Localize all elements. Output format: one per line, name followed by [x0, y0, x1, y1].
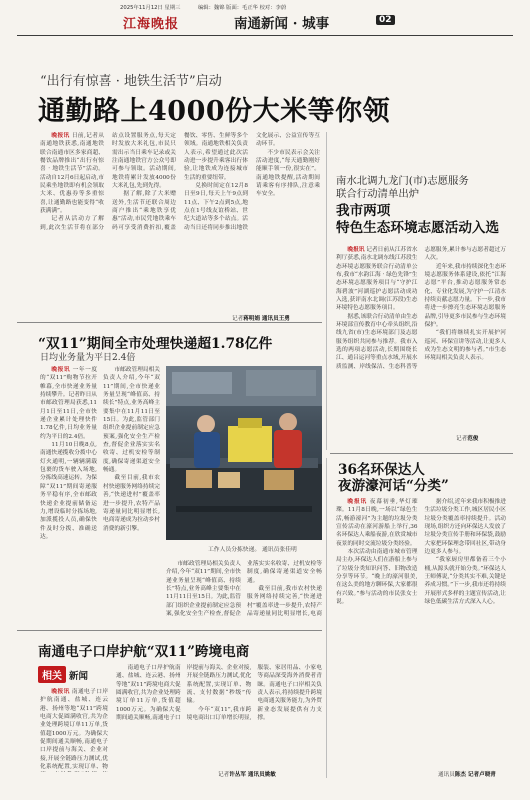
right-paragraph: “我们将继续扎实开展护河巡河、环保宣讲等活动,让更多人成为生态文明的参与者。”市生态环境局相关负责人表示。 — [424, 330, 506, 362]
right-byline: 晚报讯 — [347, 247, 365, 253]
header-rule — [17, 35, 513, 36]
eco-paragraph: 据介绍,近年来我市积极推进生活垃圾分类工作,城区居民小区垃圾分类覆盖率持续提升。活动现场,组织方还向环保达人发放了垃圾分类宣传手册和环保袋,鼓励大家把环保理念带回社区,带动身边更多人参与。 — [424, 499, 506, 556]
express-paragraph: 截至目前,我市农村快递服务网络持续完善,“快递进村”覆盖率进一步提升,农特产品寄递量同比明显增长,电商寄递成为拉动乡村消费的新引擎。 — [103, 475, 160, 532]
page-number: 02 — [376, 15, 395, 25]
express-byline: 晚报讯 — [51, 367, 71, 373]
port-headline: 南通电子口岸护航“双11”跨境电商 — [38, 644, 250, 660]
lead-paragraph: 不少市民表示会关注活动进度,“每天通勤刚好能顺手领一份,很实在”。南通地铁提醒,活动期间请乘客有序排队,注意乘车安全。 — [256, 149, 320, 198]
port-paragraph: 今年“双11”,我市跨境电商出口订单增长明显,服装、家居用品、小家电等商品深受海外消费者青睐。南通电子口岸相关负责人表示,将持续提升跨境电商通关服务能力,为外贸新业态发展提供有力支撑。 — [186, 665, 322, 722]
port-paragraph: 南通电子口岸护航南通、盐城、连云港、扬州等地“双11”跨境电商大促圆满收官,共为企业处理跨境订单11万单,货值超1000万元。为确保大促期间通关顺畅,南通电子口岸提前与海关、企业对接,开展全链路压力测试,优化系统配置,实现订单、物流、支付数据“秒级”传输。 — [116, 665, 252, 722]
eco-credit: 通讯员陈杰 记者卢晓青 — [438, 772, 496, 778]
section-rule — [330, 453, 513, 454]
eco-headline: 36名环保达人 夜游濠河话“分类” — [338, 462, 449, 494]
column-divider — [326, 132, 327, 450]
express-headline: “双11”期间全市处理快递超1.78亿件 — [38, 336, 273, 352]
lead-byline: 晚报讯 — [51, 133, 70, 139]
related-news-suffix: 新闻 — [69, 671, 89, 682]
related-news-tag: 相关 — [38, 666, 66, 683]
lead-paragraph: 晚报讯 日前,记者从南通地铁获悉,南通地铁联合南通市区多家商超、餐饮品牌推出“出行有惊喜 · 地铁生活节”活动。活动自12月6日起启动,市民乘坐地铁即有机会领取大米、优惠券等多重惊喜,让通勤路也能变得“收获满满”。 — [40, 133, 105, 215]
eco-paragraph: 本次活动由南通市城市管理局主办,环保达人们在游船上参与了垃圾分类知识问答、旧物改造分享等环节。“晚上的濠河很美,在这么美的地方聊环保,大家都很有兴致。”参与活动的市民张女士说。 — [336, 549, 418, 606]
lead-paragraph: 记者从活动方了解到,此次生活节将在部分站点设置服务点,每天定时发放大米礼包,市民只需出示当日乘车记录或关注南通地铁官方公众号即可参与领取。活动期间,地铁将累计发放4000份大米礼包,先到先得。 — [40, 133, 176, 231]
date-line: 2025年11月12日 星期三 — [120, 5, 181, 11]
express-body-continued — [166, 560, 322, 624]
right-paragraph: 晚报讯 记者日前从江苏省水利厅获悉,南水北调东线江苏段生态环境志愿服务联合行动清单公布,我市“水韵江海 · 绿色先锋”生态环境志愿服务项目与“守护江海碧波”河湖巡护志愿活动成功入选,获评南水北调(江苏段)生态环境特色志愿服务项目。 — [336, 247, 418, 312]
lead-paragraph: 据了解,除了大米赠送外,生活节还联合周边商户推出“乘地铁享优惠”活动,市民凭地铁乘车码可享受消费折扣,覆盖餐饮、零售、生鲜等多个领域。南通地铁相关负责人表示,希望通过此次活动进一步提升乘客出行体验,让地铁成为连接城市生活的重要纽带。 — [112, 133, 248, 231]
photo-caption: 工作人员分拣快递。 通讯员张佳明 — [208, 547, 297, 553]
section-rule — [17, 630, 322, 631]
express-paragraph: 11月10日晚8点,南通快递揽收分拨中心灯火通明,一辆辆满载包裹的货车驶入场地,分拣线高速运转。为保障“双11”期间寄递服务平稳有序,全市邮政快递企业提前储备运力,增设临时分拣场地,加派揽投人员,确保快件及时分拨、准确送达。 — [40, 442, 97, 540]
section-title: 南通新闻 · 城事 — [234, 16, 330, 32]
related-news-logo — [38, 664, 98, 684]
express-subhead: 日均业务量为平日2.4倍 — [40, 353, 136, 363]
express-photo — [166, 366, 322, 540]
lead-paragraph: 兑换时间定在12月8日至9日,每天上午9点到11点、下午2点到5点,地点在1号线友谊桥站、世纪大道站等多个站点。活动当日还将同步推出地铁文化展示、公益宣传等互动环节。 — [184, 133, 320, 231]
right-credit: 记者范俊 — [456, 436, 479, 442]
express-body — [40, 366, 160, 624]
eco-paragraph: 晚报讯 夜幕初垂,华灯璀璨。11月8日晚,一场以“绿色生活,畅游濠河”为主题的垃圾分类宣传活动在濠河游船上举行,36名环保达人乘船夜游,在欣赏城市夜景的同时交流垃圾分类经验。 — [336, 499, 418, 547]
lead-body — [40, 132, 320, 310]
staff-line: 编辑：魏锦 版面：毛正华 校对：李蔚 — [198, 5, 287, 11]
port-credit: 记者许丛军 通讯员姚敏 — [218, 772, 276, 778]
right-headline: 我市两项 特色生态环境志愿活动入选 — [336, 203, 500, 236]
port-body — [116, 664, 322, 768]
lead-kicker: “出行有惊喜 · 地铁生活节”启动 — [40, 74, 222, 89]
eco-paragraph: “我家厨房里都备着三个小桶,从源头就开始分类。”环保达人王师傅说,“分类其实不难,关键是养成习惯。”下一步,我市还将持续开展形式多样的主题宣传活动,让绿色低碳生活方式深入人心。 — [424, 557, 506, 606]
right-paragraph: 近年来,我市持续深化生态环境志愿服务体系建设,依托“江海志愿”平台,推动志愿服务常态化、专业化发展,为守护一江清水持续贡献志愿力量。下一步,我市将进一步擦亮生态环境志愿服务品牌,引导更多市民参与生态环境保护。 — [424, 263, 506, 329]
column-divider — [326, 458, 327, 778]
express-paragraph: 截至目前,我市农村快递服务网络持续完善,“快递进村”覆盖率进一步提升,农特产品寄递量同比明显增长,电商 — [247, 586, 322, 618]
right-deck: 南水北调九龙门(市)志愿服务 联合行动清单出炉 — [336, 175, 469, 200]
express-paragraph: 市邮政管理局相关负责人介绍,今年“双11”期间,全市快递业务量呈现“峰值高、持续长”特点,业务高峰主要集中在11月11日至15日。为此,监管部门组织企业提前制定应急预案,强化安全生产检查,督促企业落实实名收寄、过机安检等制度,确保寄递渠道安全畅通。 — [166, 561, 322, 618]
express-paragraph: 市邮政管理局相关负责人介绍,今年“双11”期间,全市快递业务量呈现“峰值高、持续长”特点,业务高峰主要集中在11月11日至15日。为此,监管部门组织企业提前制定应急预案,强化安全生产检查,督促企业落实实名收寄、过机安检等制度,确保寄递渠道安全畅通。 — [103, 367, 160, 474]
port-paragraph: 晚报讯 南通电子口岸护航南通、盐城、连云港、扬州等地“双11”跨境电商大促圆满收官,共为企业处理跨境订单11万单,货值超1000万元。为确保大促期间通关顺畅,南通电子口岸提前与海关、企业对接,开展全链路压力测试,优化系统配置,实现订单、物 — [40, 689, 108, 771]
section-rule — [17, 322, 322, 323]
right-paragraph: 据悉,该联合行动清单由生态环境部宣传教育中心牵头组织,沿线九省(市)生态环境部门及志愿服务组织共同参与推荐。我市入选的两项志愿活动,长期围绕长江、通吕运河等重点水域,开展水质监测、岸线保洁、生态科普等志愿服务,累计参与志愿者超过万人次。 — [336, 247, 506, 370]
right-body — [336, 246, 506, 424]
express-paragraph: 晚报讯 一年一度的“双11”购物节拉开帷幕,全市快递业务量持续攀升。记者昨日从市邮政管理局获悉,11月1日至11日,全市快递企业累计处理快件1.78亿件,日均业务量约为平日的2.4倍。 — [40, 367, 98, 440]
lead-credit: 记者蒋明娟 通讯员王勇 — [232, 316, 290, 322]
port-body-left — [40, 688, 108, 772]
eco-byline: 晚报讯 — [347, 499, 368, 505]
lead-headline: 通勤路上4000份大米等你领 — [38, 96, 391, 127]
newspaper-logo: 江海晚报 — [123, 17, 180, 32]
eco-body — [336, 498, 506, 766]
port-byline: 晚报讯 — [51, 689, 70, 695]
